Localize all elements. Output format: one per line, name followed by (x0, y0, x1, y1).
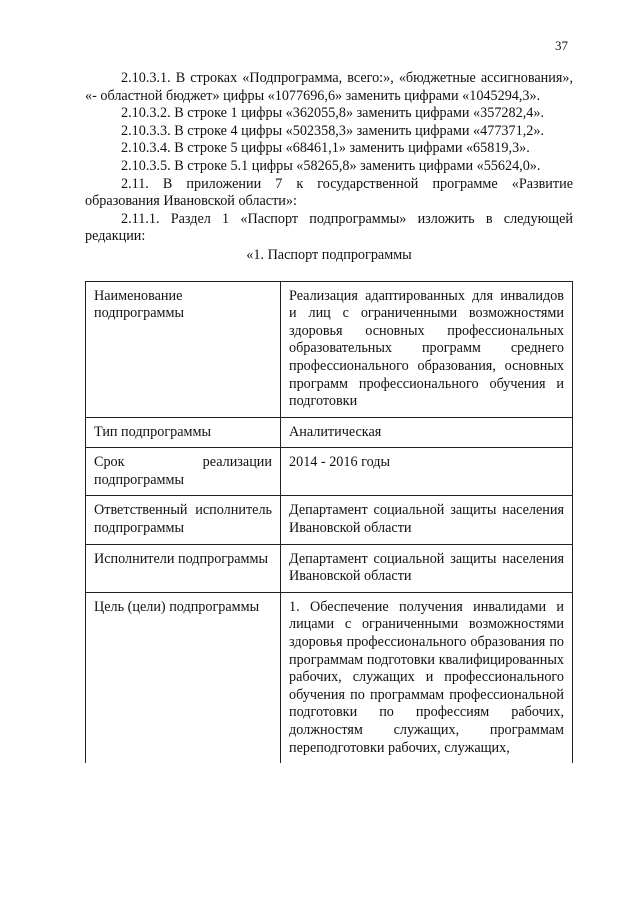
row-label: Цель (цели) подпрограммы (86, 592, 281, 763)
table-row (86, 544, 573, 592)
row-label: Наименование подпрограммы (86, 281, 281, 417)
passport-table-wrapper (85, 281, 573, 766)
paragraph-2-10-3-2: 2.10.3.2. В строке 1 цифры «362055,8» заменить цифрами «357282,4». (121, 105, 544, 122)
paragraph-2-10-3-1: 2.10.3.1. В строках «Подпрограмма, всего:», «бюджетные ассигнования», «- областной бюджет» цифры «1077696,6» заменить цифрами «1045294,3». (85, 70, 573, 104)
paragraph-2-11: 2.11. В приложении 7 к государственной программе «Развитие образования Ивановской области»: (85, 175, 573, 210)
row-value: Департамент социальной защиты населения Ивановской области (281, 544, 573, 592)
paragraph-2-11-1: 2.11.1. Раздел 1 «Паспорт подпрограммы» изложить в следующей редакции: (85, 210, 573, 245)
page-number: 37 (555, 38, 568, 53)
row-value: Аналитическая (281, 417, 573, 448)
table-row (86, 281, 573, 417)
paragraph-2-10-3-5: 2.10.3.5. В строке 5.1 цифры «58265,8» заменить цифрами «55624,0». (121, 157, 541, 174)
paragraph-2-10-3-3: 2.10.3.3. В строке 4 цифры «502358,3» заменить цифрами «477371,2». (121, 122, 544, 139)
table-row (86, 496, 573, 544)
row-value: 1. Обеспечение получения инвалидами и лицами с ограниченными возможностями здоровья профессионального образования по программам подготовки квалифицированных рабочих, служащих и профессионального обучения по программам профессиональной подготовки по профессиям рабочих, должностям служащих, программам переподготовки рабочих, служащих, (281, 592, 573, 763)
document-body (85, 70, 573, 766)
row-label: Ответственный исполнитель подпрограммы (86, 496, 281, 544)
row-label: Исполнители подпрограммы (86, 544, 281, 592)
paragraph-2-10-3-4: 2.10.3.4. В строке 5 цифры «68461,1» заменить цифрами «65819,3». (121, 140, 530, 157)
table-row (86, 592, 573, 763)
section-caption: «1. Паспорт подпрограммы (246, 246, 412, 263)
table-row (86, 448, 573, 496)
row-label: Тип подпрограммы (86, 417, 281, 448)
row-value: Реализация адаптированных для инвалидов и лиц с ограниченными возможностями здоровья основных профессиональных образовательных программ среднего профессионального образования, основных программ профессионального обучения и подготовки (281, 281, 573, 417)
row-value: Департамент социальной защиты населения Ивановской области (281, 496, 573, 544)
row-value: 2014 - 2016 годы (281, 448, 573, 496)
row-label: Срок реализации подпрограммы (86, 448, 281, 496)
table-row (86, 417, 573, 448)
passport-table (85, 281, 573, 764)
